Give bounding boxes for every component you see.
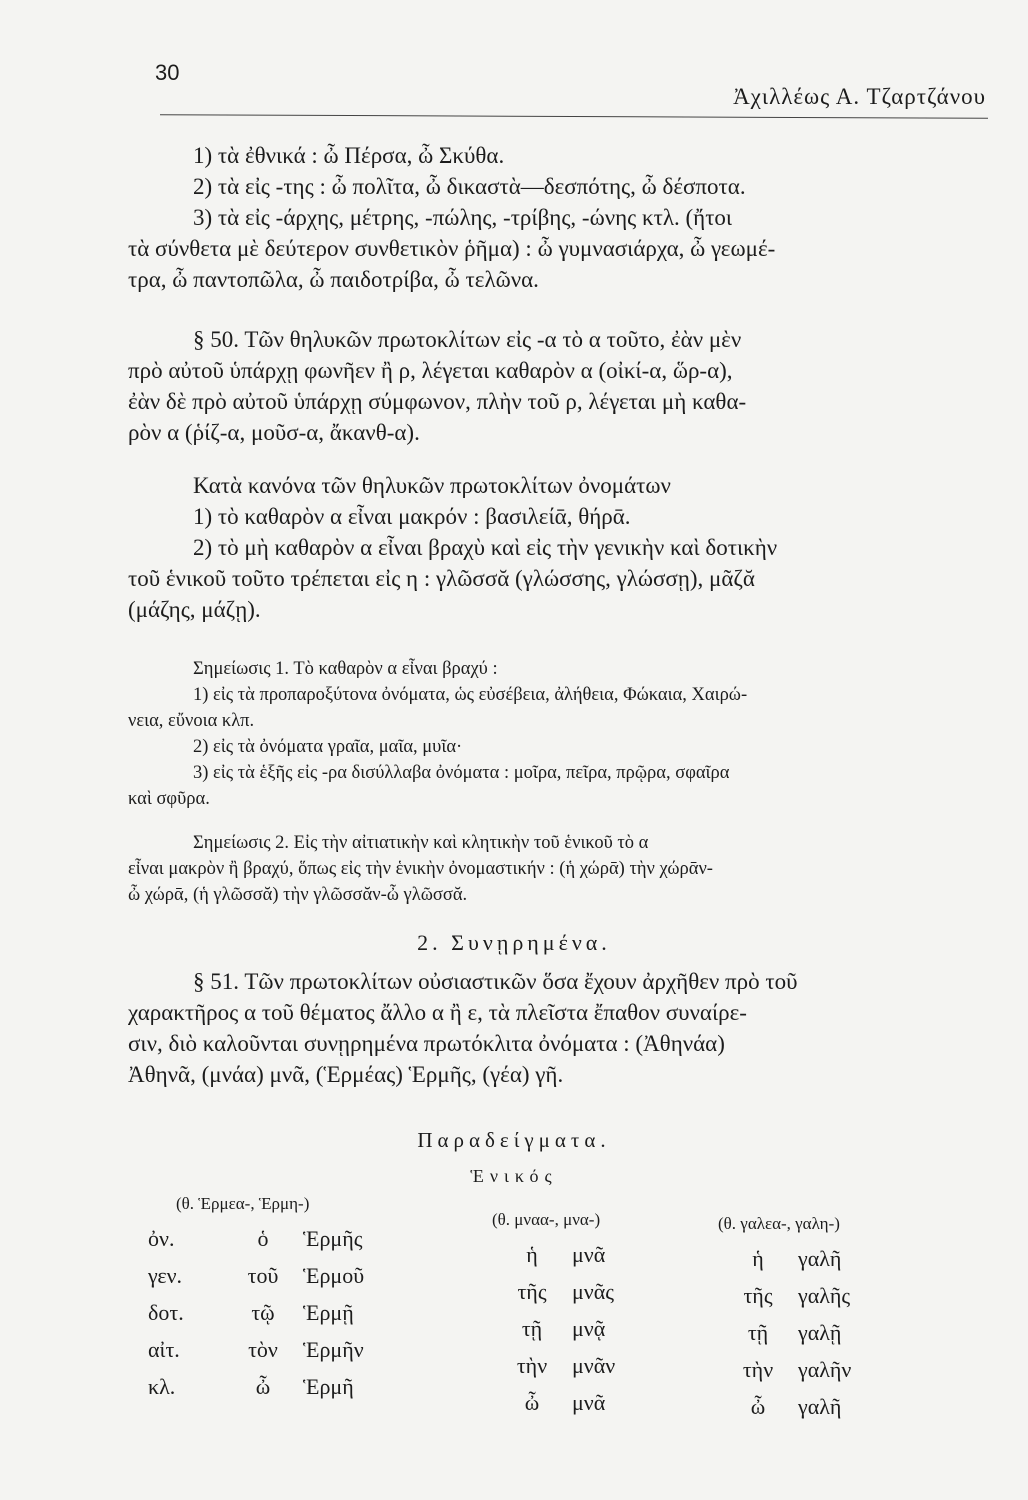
vocative-examples — [128, 140, 968, 295]
article: τῆς — [743, 1282, 773, 1308]
text-line: σιν, διὸ καλοῦνται συνῃρημένα πρωτόκλιτα ὀνόματα : (Ἀθηνάα) — [128, 1031, 725, 1056]
article: ὁ — [257, 1225, 269, 1251]
text-line: χαρακτῆρος α τοῦ θέματος ἄλλο α ἢ ε, τὰ πλεῖστα ἔπαθον συναίρε- — [128, 1000, 747, 1025]
article: ἡ — [526, 1241, 538, 1267]
text-line: § 51. Τῶν πρωτοκλίτων οὐσιαστικῶν ὅσα ἔχουν ἀρχῆθεν πρὸ τοῦ — [193, 969, 798, 994]
case-label: γεν. — [148, 1262, 183, 1288]
text-line: ρὸν α (ῥίζ-α, μοῦσ-α, ἄκανθ-α). — [128, 420, 420, 445]
alpha-rules — [128, 470, 968, 625]
section-50 — [128, 324, 968, 448]
case-label: αἰτ. — [148, 1336, 180, 1362]
text-line: 2) τὰ εἰς -της : ὦ πολῖτα, ὦ δικαστὰ—δεσπότης, ὦ δέσποτα. — [193, 174, 746, 199]
stem-label: (θ. μναα-, μνα-) — [492, 1210, 601, 1229]
article: ὦ — [750, 1393, 766, 1419]
text-line: 2) τὸ μὴ καθαρὸν α εἶναι βραχὺ καὶ εἰς τὴν γενικὴν καὶ δοτικὴν — [193, 535, 778, 560]
text-line: Κατὰ κανόνα τῶν θηλυκῶν πρωτοκλίτων ὀνομάτων — [193, 473, 671, 498]
case-label: κλ. — [148, 1373, 176, 1399]
text-line: τὰ σύνθετα μὲ δεύτερον συνθετικὸν ῥῆμα) : ὦ γυμνασιάρχα, ὦ γεωμέ- — [128, 236, 776, 261]
text-line: ἐὰν δὲ πρὸ αὐτοῦ ὑπάρχῃ σύμφωνον, πλὴν τοῦ ρ, λέγεται μὴ καθα- — [128, 389, 747, 414]
noun-form: Ἑρμῆν — [303, 1336, 364, 1362]
noun-form: γαλῆ — [798, 1245, 842, 1271]
text-line: 3) τὰ εἰς -άρχης, μέτρης, -πώλης, -τρίβης, -ώνης κτλ. (ἤτοι — [193, 205, 733, 230]
text-line: 1) τὸ καθαρὸν α εἶναι μακρόν : βασιλείᾱ, θήρᾱ. — [193, 504, 631, 529]
text-line: Ἀθηνᾶ, (μνάα) μνᾶ, (Ἑρμέας) Ἑρμῆς, (γέα) γῆ. — [128, 1062, 564, 1087]
paradigm-hermes — [148, 1194, 423, 1405]
text-line: νεια, εὔνοια κλπ. — [128, 711, 255, 731]
article: ὦ — [255, 1373, 271, 1399]
text-line: (μάζης, μάζῃ). — [128, 597, 261, 622]
noun-form: γαλῇ — [798, 1319, 842, 1345]
text-line: 2) εἰς τὰ ὀνόματα γραῖα, μαῖα, μυῖα· — [193, 737, 463, 757]
paradigms-title: Παραδείγματα. — [417, 1128, 611, 1152]
text-line: πρὸ αὐτοῦ ὑπάρχῃ φωνῆεν ἢ ρ, λέγεται καθαρὸν α (οἰκί-α, ὥρ-α), — [128, 358, 733, 383]
note-1 — [128, 656, 968, 812]
noun-form: μνᾷ — [572, 1315, 606, 1341]
paradigm-gale — [718, 1214, 918, 1425]
article: ὦ — [524, 1389, 540, 1415]
table-row — [492, 1347, 692, 1384]
article: τῇ — [747, 1319, 769, 1345]
table-row — [148, 1220, 423, 1257]
noun-form: γαλῆ — [798, 1393, 842, 1419]
noun-form: γαλῆς — [798, 1282, 851, 1308]
table-row — [718, 1351, 918, 1388]
noun-form: Ἑρμῇ — [303, 1299, 354, 1325]
note-2 — [128, 830, 968, 908]
section-heading: 2. Συνῃρημένα. — [417, 930, 611, 955]
noun-form: Ἑρμῆ — [303, 1373, 354, 1399]
table-row — [718, 1388, 918, 1425]
article: τῇ — [521, 1315, 543, 1341]
singular-label: Ἑνικός — [470, 1166, 558, 1186]
case-label: ὀν. — [148, 1225, 175, 1251]
noun-form: Ἑρμῆς — [303, 1225, 363, 1251]
table-row — [492, 1310, 692, 1347]
noun-form: μνᾶ — [572, 1389, 606, 1415]
text-line: 1) τὰ ἐθνικά : ὦ Πέρσα, ὦ Σκύθα. — [193, 143, 505, 168]
paradigm-mna — [492, 1210, 692, 1421]
table-row — [148, 1331, 423, 1368]
text-line: εἶναι μακρὸν ἢ βραχύ, ὅπως εἰς τὴν ἑνικὴν ὀνομαστικήν : (ἡ χώρᾱ) τὴν χώρᾱν- — [128, 859, 713, 879]
article: τὴν — [742, 1356, 774, 1382]
noun-form: μνᾶν — [572, 1352, 616, 1378]
article: τῆς — [517, 1278, 547, 1304]
text-line: 1) εἰς τὰ προπαροξύτονα ὀνόματα, ὡς εὐσέβεια, ἀλήθεια, Φώκαια, Χαιρώ- — [193, 685, 748, 705]
text-line: καὶ σφῦρα. — [128, 789, 210, 809]
stem-label: (θ. Ἑρμεα-, Ἑρμη-) — [176, 1194, 310, 1213]
article: τὸν — [248, 1336, 278, 1362]
article: τῷ — [251, 1299, 275, 1325]
table-row — [718, 1314, 918, 1351]
noun-form: γαλῆν — [798, 1356, 852, 1382]
noun-form: μνᾶ — [572, 1241, 606, 1267]
article: ἡ — [752, 1245, 764, 1271]
table-row — [718, 1240, 918, 1277]
text-line: ὦ χώρᾱ, (ἡ γλῶσσᾰ) τὴν γλῶσσᾰν-ὦ γλῶσσᾰ. — [128, 885, 468, 905]
text-line: § 50. Τῶν θηλυκῶν πρωτοκλίτων εἰς -α τὸ α τοῦτο, ἐὰν μὲν — [193, 327, 742, 352]
stem-label: (θ. γαλεα-, γαλη-) — [718, 1214, 840, 1233]
running-title: Ἀχιλλέως Α. Τζαρτζάνου — [733, 84, 986, 109]
page-number: 30 — [155, 60, 180, 85]
article: τοῦ — [247, 1262, 279, 1288]
text-line: Σημείωσις 1. Τὸ καθαρὸν α εἶναι βραχύ : — [193, 659, 498, 679]
table-row — [148, 1368, 423, 1405]
table-row — [148, 1257, 423, 1294]
table-row — [492, 1384, 692, 1421]
table-row — [492, 1273, 692, 1310]
case-label: δοτ. — [148, 1299, 184, 1325]
text-line: τρα, ὦ παντοπῶλα, ὦ παιδοτρίβα, ὦ τελῶνα. — [128, 267, 539, 292]
text-line: Σημείωσις 2. Εἰς τὴν αἰτιατικὴν καὶ κλητικὴν τοῦ ἑνικοῦ τὸ α — [193, 833, 649, 853]
header-rule — [160, 114, 988, 119]
table-row — [148, 1294, 423, 1331]
table-row — [718, 1277, 918, 1314]
noun-form: Ἑρμοῦ — [303, 1262, 365, 1288]
text-line: 3) εἰς τὰ ἑξῆς εἰς -ρα δισύλλαβα ὀνόματα : μοῖρα, πεῖρα, πρῷρα, σφαῖρα — [193, 763, 730, 783]
table-row — [492, 1236, 692, 1273]
noun-form: μνᾶς — [572, 1278, 614, 1304]
section-51 — [128, 966, 968, 1090]
text-line: τοῦ ἑνικοῦ τοῦτο τρέπεται εἰς η : γλῶσσᾰ (γλώσσης, γλώσσῃ), μᾶζᾰ — [128, 566, 755, 591]
article: τὴν — [516, 1352, 548, 1378]
